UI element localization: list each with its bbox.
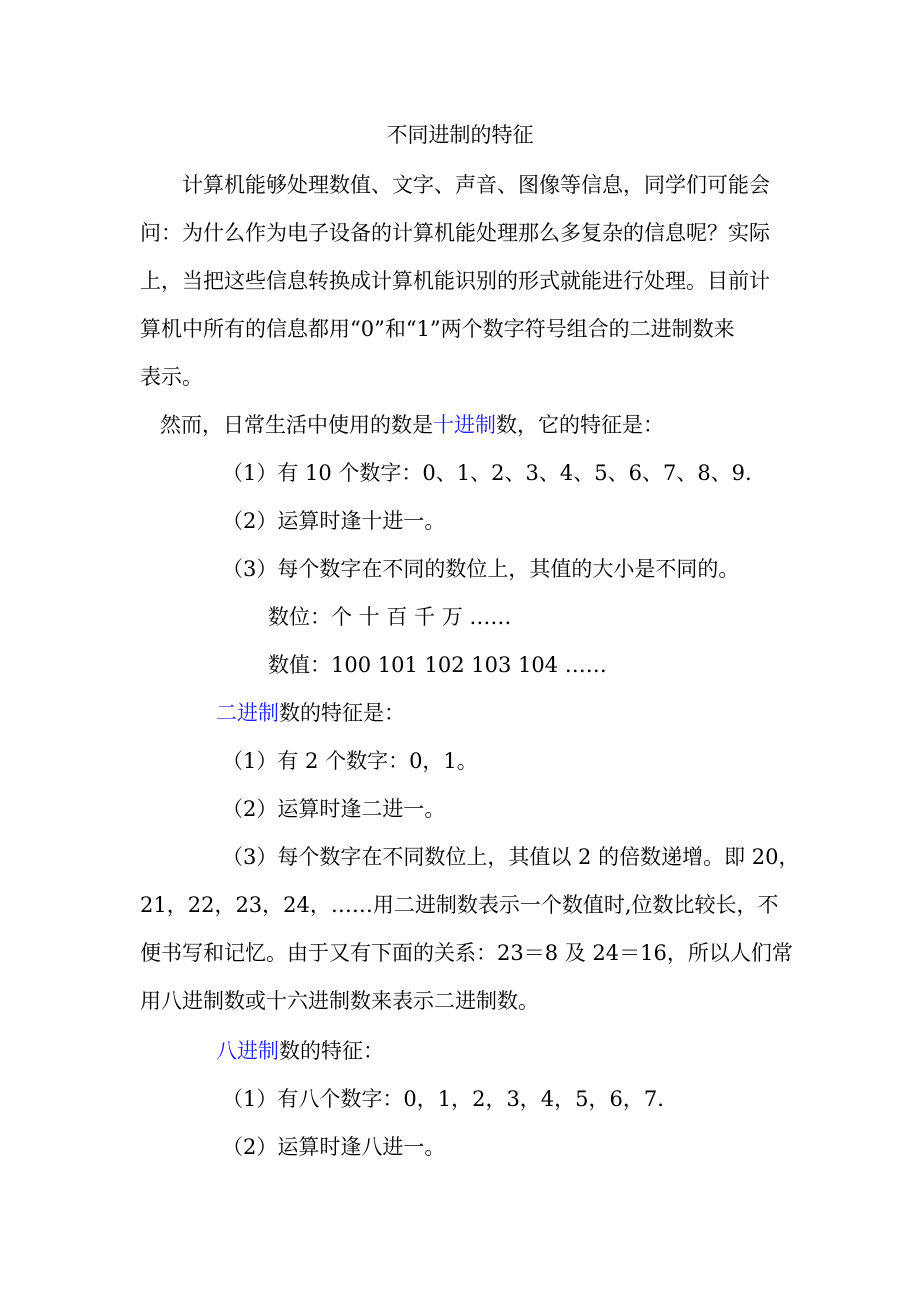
binary-intro-suffix: 数的特征是： xyxy=(279,701,405,725)
binary-intro xyxy=(216,698,405,728)
decimal-item-2: （2）运算时逢十进一。 xyxy=(222,509,446,533)
binary-item-1: （1）有 2 个数字：0，1。 xyxy=(222,749,478,773)
decimal-intro xyxy=(160,410,664,440)
page-title: 不同进制的特征 xyxy=(386,123,534,147)
binary-item-3-line-4: 用八进制数或十六进制数来表示二进制数。 xyxy=(140,989,539,1013)
binary-item-3-line-3: 便书写和记忆。由于又有下面的关系：23＝8 及 24＝16，所以人们常 xyxy=(140,941,793,965)
decimal-item-3: （3）每个数字在不同的数位上，其值的大小是不同的。 xyxy=(222,557,740,581)
decimal-place-names: 数位：个 十 百 千 万 …… xyxy=(268,605,512,629)
binary-item-3-line-1: （3）每个数字在不同数位上，其值以 2 的倍数递增。即 20， xyxy=(222,845,800,869)
intro-line-4: 算机中所有的信息都用“0”和“1”两个数字符号组合的二进制数来 xyxy=(140,317,735,341)
decimal-item-1: （1）有 10 个数字：0、1、2、3、4、5、6、7、8、9. xyxy=(222,461,752,485)
intro-line-3: 上，当把这些信息转换成计算机能识别的形式就能进行处理。目前计 xyxy=(140,269,770,293)
decimal-intro-prefix: 然而，日常生活中使用的数是 xyxy=(160,413,433,437)
decimal-term-link[interactable]: 十进制 xyxy=(433,413,496,437)
decimal-place-values: 数值：100 101 102 103 104 …… xyxy=(268,653,607,677)
octal-item-2: （2）运算时逢八进一。 xyxy=(222,1135,446,1159)
intro-line-2: 问：为什么作为电子设备的计算机能处理那么多复杂的信息呢？实际 xyxy=(140,221,770,245)
binary-term-link[interactable]: 二进制 xyxy=(216,701,279,725)
octal-intro-suffix: 数的特征： xyxy=(279,1039,384,1063)
intro-line-1: 计算机能够处理数值、文字、声音、图像等信息，同学们可能会 xyxy=(182,173,770,197)
binary-item-2: （2）运算时逢二进一。 xyxy=(222,797,446,821)
binary-item-3-line-2: 21，22，23，24，……用二进制数表示一个数值时,位数比较长，不 xyxy=(140,893,779,917)
octal-item-1: （1）有八个数字：0，1，2，3，4，5，6，7. xyxy=(222,1087,664,1111)
decimal-intro-suffix: 数，它的特征是： xyxy=(496,413,664,437)
intro-line-5: 表示。 xyxy=(140,365,203,389)
octal-term-link[interactable]: 八进制 xyxy=(216,1039,279,1063)
octal-intro xyxy=(216,1036,384,1066)
